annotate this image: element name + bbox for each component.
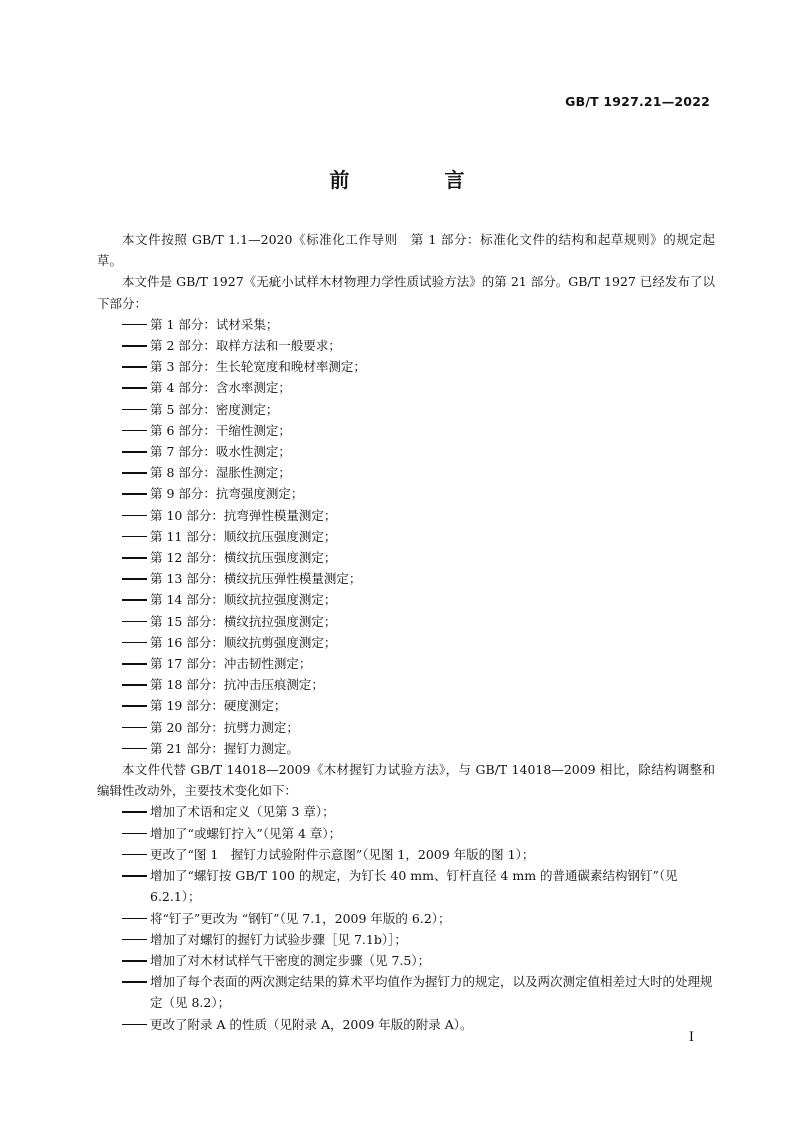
list-item: 第 14 部分：顺纹抗拉强度测定；: [150, 592, 337, 608]
list-item: 第 1 部分：试材采集；: [150, 316, 279, 332]
list-item: 第 16 部分：顺纹抗剪强度测定；: [150, 634, 337, 650]
list-item: 第 3 部分：生长轮宽度和晚材率测定；: [150, 359, 366, 375]
list-item: 第 9 部分：抗弯强度测定；: [150, 486, 304, 502]
intro-paragraph: 本文件按照 GB/T 1.1—2020《标准化工作导则 第 1 部分：标准化文件的结构和起草规则》的规定起草。: [97, 232, 715, 269]
list-item: 第 8 部分：湿胀性测定；: [150, 465, 291, 481]
list-item: 第 12 部分：横纹抗压强度测定；: [150, 550, 337, 566]
list-item: 增加了“螺钉按 GB/T 100 的规定，为钉长 40 mm、钉杆直径 4 mm 的普通碳素结构钢钉”（见 6.2.1）；: [150, 868, 678, 905]
list-item: 更改了附录 A 的性质（见附录 A，2009 年版的附录 A）。: [150, 1016, 473, 1032]
list-item: 增加了每个表面的两次测定结果的算术平均值作为握钉力的规定，以及两次测定值相差过大时的处理规定（见 8.2）；: [150, 974, 713, 1011]
list-item: 第 2 部分：取样方法和一般要求；: [150, 338, 341, 354]
list-item: 第 21 部分：握钉力测定。: [150, 740, 299, 756]
list-item: 将“钉子”更改为 “钢钉”（见 7.1，2009 年版的 6.2）；: [150, 910, 451, 926]
list-item: 第 10 部分：抗弯弹性模量测定；: [150, 507, 337, 523]
list-item: 第 5 部分：密度测定；: [150, 401, 279, 417]
list-item: 第 13 部分：横纹抗压弹性模量测定；: [150, 571, 362, 587]
changes-list: [97, 801, 715, 1034]
list-item: 第 4 部分：含水率测定；: [150, 380, 291, 396]
list-item: 第 20 部分：抗劈力测定；: [150, 719, 299, 735]
page-title: 前 言: [329, 168, 509, 192]
list-item: 第 11 部分：顺纹抗压强度测定；: [150, 528, 337, 544]
list-item: 第 15 部分：横纹抗拉强度测定；: [150, 613, 337, 629]
page-number: I: [688, 1030, 694, 1045]
list-item: 增加了“或螺钉拧入”（见第 4 章）；: [150, 825, 342, 841]
list-item: 第 18 部分：抗冲击压痕测定；: [150, 677, 324, 693]
list-item: 更改了“图 1 握钉力试验附件示意图”（见图 1，2009 年版的图 1）；: [150, 846, 535, 862]
list-item: 第 7 部分：吸水性测定；: [150, 444, 291, 460]
parts-list: [97, 314, 715, 759]
list-item: 增加了对木材试样气干密度的测定步骤（见 7.5）；: [150, 952, 431, 968]
list-item: 增加了对螺钉的握钉力试验步骤［见 7.1b）］；: [150, 931, 407, 947]
list-item: 第 19 部分：硬度测定；: [150, 698, 287, 714]
foreword-body: [97, 229, 715, 1035]
list-item: 增加了术语和定义（见第 3 章）；: [150, 804, 335, 820]
list-item: 第 6 部分：干缩性测定；: [150, 422, 291, 438]
replacement-paragraph: 本文件代替 GB/T 14018—2009《木材握钉力试验方法》，与 GB/T 14018—2009 相比，除结构调整和编辑性改动外，主要技术变化如下：: [97, 762, 715, 799]
standard-number: GB/T 1927.21—2022: [565, 94, 710, 109]
list-item: 第 17 部分：冲击韧性测定；: [150, 656, 312, 672]
intro-paragraph: 本文件是 GB/T 1927《无疵小试样木材物理力学性质试验方法》的第 21 部分。GB/T 1927 已经发布了以下部分：: [97, 274, 715, 311]
